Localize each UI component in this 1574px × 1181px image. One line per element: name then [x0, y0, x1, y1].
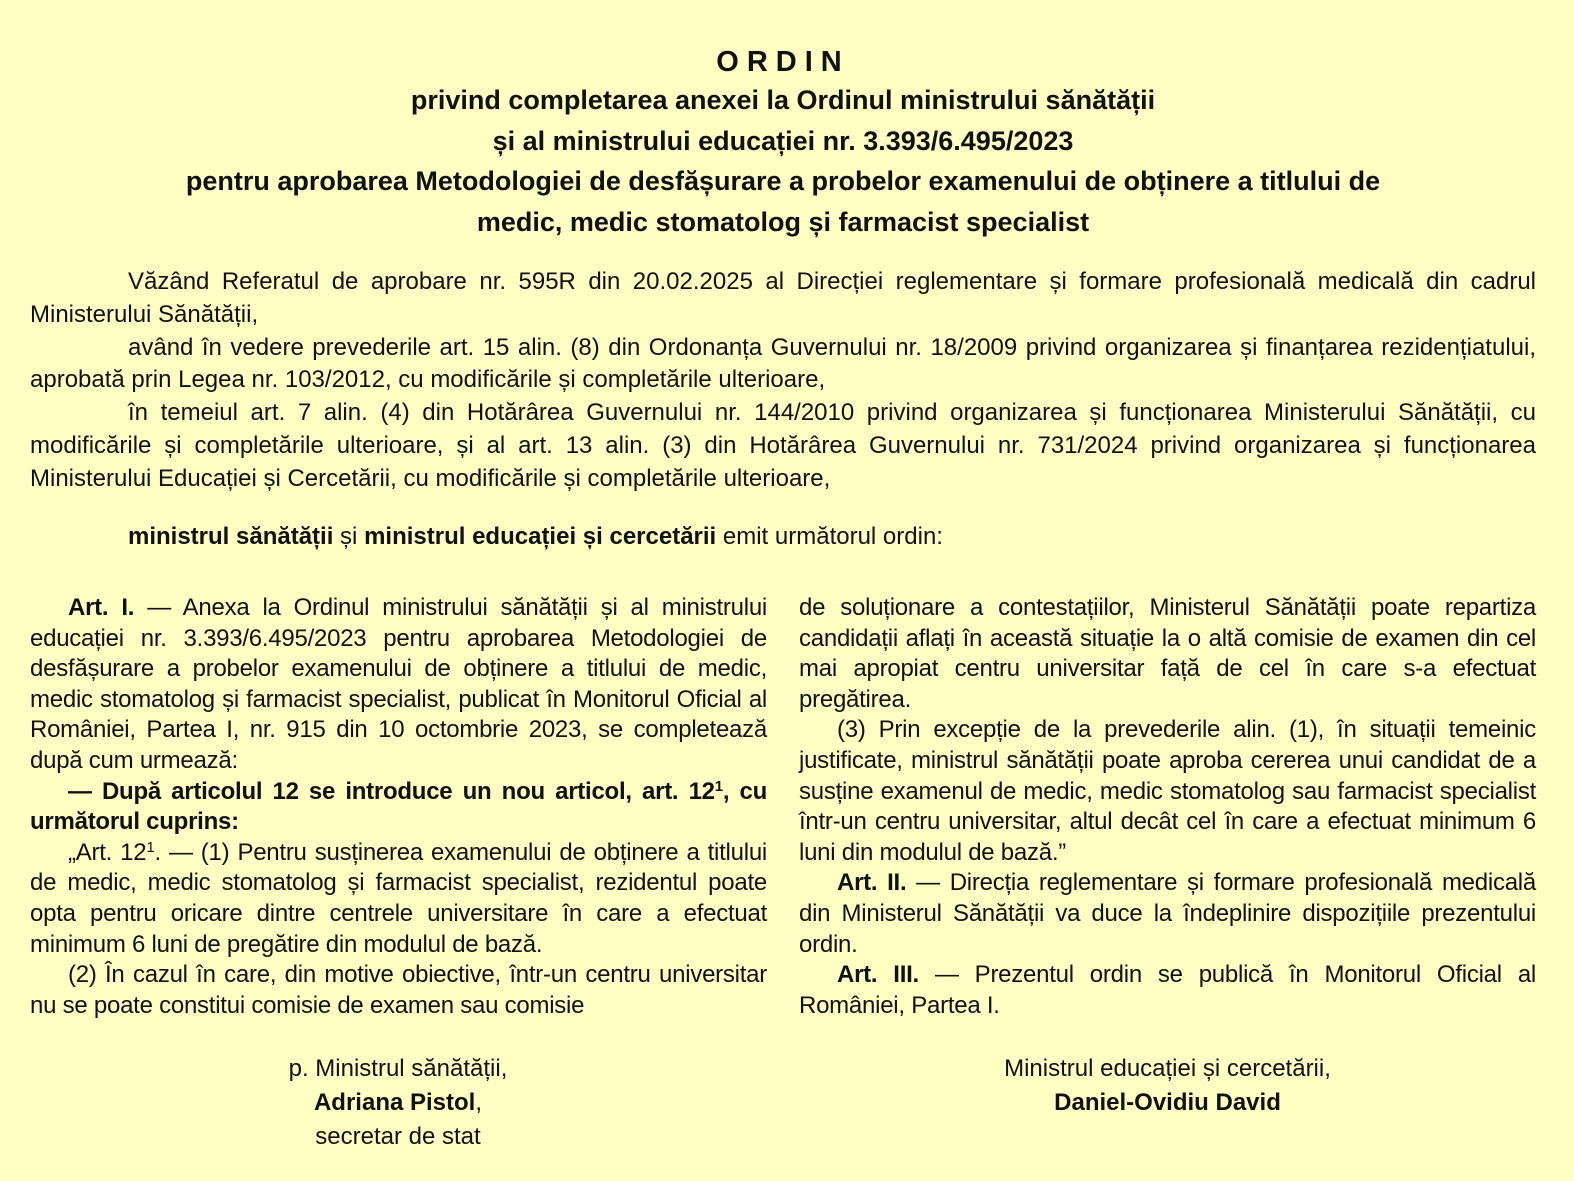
article-1-label: Art. I.	[68, 594, 135, 621]
preamble	[30, 266, 1536, 496]
signature-right-name-line	[960, 1086, 1375, 1120]
signature-health-minister	[228, 1052, 568, 1154]
article-12-1-paragraph-2-end: de soluționare a contestațiilor, Ministerul Sănătății poate repartiza candidații aflați în această situație la o altă comisie de examen din cel mai apropiat centru universitar față de cel în care s-a efectuat pregătirea.	[799, 594, 1536, 713]
article-12-1-paragraph-3: (3) Prin excepție de la prevederile alin. (1), în situații temeinic justificate, ministrul sănătății poate aproba cererea unui candidat de a susține examenul de medic, medic stomatolog sau farmacist specialist într-un centru universitar, altul decât cel în care a efectuat minimum 6 luni din modulul de bază.”	[799, 716, 1536, 866]
emitter-minister-health: ministrul sănătății	[128, 523, 334, 550]
signature-left-title: secretar de stat	[315, 1123, 481, 1150]
article-12-text: . — (1) Pentru susținerea examenului de obținere a titlului de medic, medic stomatolog și farmacist specialist, rezidentul poate opta pentru oricare dintre centrele universitare în care a efectuat minimum 6 luni de pregătire din modulul de bază.	[30, 838, 767, 958]
insertion-superscript: 1	[714, 777, 723, 795]
subtitle-line-1: privind completarea anexei la Ordinul ministrului sănătății	[410, 85, 1156, 115]
emission-conjunction: și	[333, 523, 365, 550]
document-header	[30, 44, 1536, 242]
preamble-paragraph-2: având în vedere prevederile art. 15 alin. (8) din Ordonanța Guvernului nr. 18/2009 privind organizarea și finanțarea rezidențiatului, aprobată prin Legea nr. 103/2012, cu modificările și completările ulterioare,	[30, 333, 1536, 394]
article-1-text: — Anexa la Ordinul ministrului sănătății și al ministrului educației nr. 3.393/6.495/2023 pentru aprobarea Metodologiei de desfășurare a probelor examenului de obținere a titlului de medic, medic stomatolog și farmacist specialist, publicat în Monitorul Oficial al României, Partea I, nr. 915 din 10 octombrie 2023, se completează după cum urmează:	[30, 594, 768, 774]
article-12-superscript: 1	[146, 838, 155, 856]
signature-right-role: Ministrul educației și cercetării,	[1004, 1055, 1331, 1082]
article-12-label-a: „Art. 12	[68, 838, 147, 866]
preamble-paragraph-1: Văzând Referatul de aprobare nr. 595R din 20.02.2025 al Direcției reglementare și formare profesională medicală din cadrul Ministerului Sănătății,	[30, 268, 1536, 328]
emitter-minister-education: ministrul educației și cercetării	[364, 523, 717, 550]
article-2-label: Art. II.	[837, 869, 907, 897]
left-column	[30, 593, 767, 1021]
article-12-1-paragraph-1	[30, 838, 767, 960]
subtitle-line-3: pentru aprobarea Metodologiei de desfășurare a probelor examenului de obținere a titlului de	[185, 166, 1381, 196]
preamble-paragraph-3: în temeiul art. 7 alin. (4) din Hotărârea Guvernului nr. 144/2010 privind organizarea și funcționarea Ministerului Sănătății, cu modificările și completările ulterioare, și al art. 13 alin. (3) din Hotărârea Guvernului nr. 731/2024 privind organizarea și funcționarea Ministerului Educației și Cercetării, cu modificările și completările ulterioare,	[30, 399, 1536, 492]
article-2	[799, 868, 1536, 960]
emission-text: emit următorul ordin:	[716, 523, 943, 550]
signature-left-name-line	[228, 1086, 568, 1120]
article-3-label: Art. III.	[837, 961, 919, 989]
signature-left-role: p. Ministrul sănătății,	[288, 1055, 508, 1082]
article-2-text: — Direcția reglementare și formare profesională medicală din Ministerul Sănătății va duce la îndeplinire dispozițiile prezentului ordin.	[799, 869, 1536, 958]
signature-left-comma: ,	[475, 1089, 483, 1116]
insertion-clause	[30, 777, 767, 838]
right-column	[799, 593, 1536, 1021]
article-3	[799, 960, 1536, 1021]
emission-clause	[128, 521, 943, 553]
signature-right-name: Daniel-Ovidiu David	[1054, 1089, 1281, 1116]
article-3-text: — Prezentul ordin se publică în Monitorul Oficial al României, Partea I.	[799, 961, 1536, 1019]
signature-left-name: Adriana Pistol	[313, 1089, 476, 1116]
subtitle-line-4: medic, medic stomatolog și farmacist specialist	[476, 206, 1090, 237]
article-1	[30, 593, 767, 777]
document-title: ORDIN	[716, 46, 850, 78]
insertion-text-a: — După articolul 12 se introduce un nou articol, art. 12	[68, 777, 715, 805]
article-12-1-paragraph-2-start: (2) În cazul în care, din motive obiective, într-un centru universitar nu se poate constitui comisie de examen sau comisie	[30, 961, 767, 1019]
signature-education-minister	[960, 1052, 1375, 1120]
subtitle-line-2: și al ministrului educației nr. 3.393/6.495/2023	[492, 125, 1074, 156]
insertion-text-b: , cu următorul cuprins:	[30, 777, 767, 836]
